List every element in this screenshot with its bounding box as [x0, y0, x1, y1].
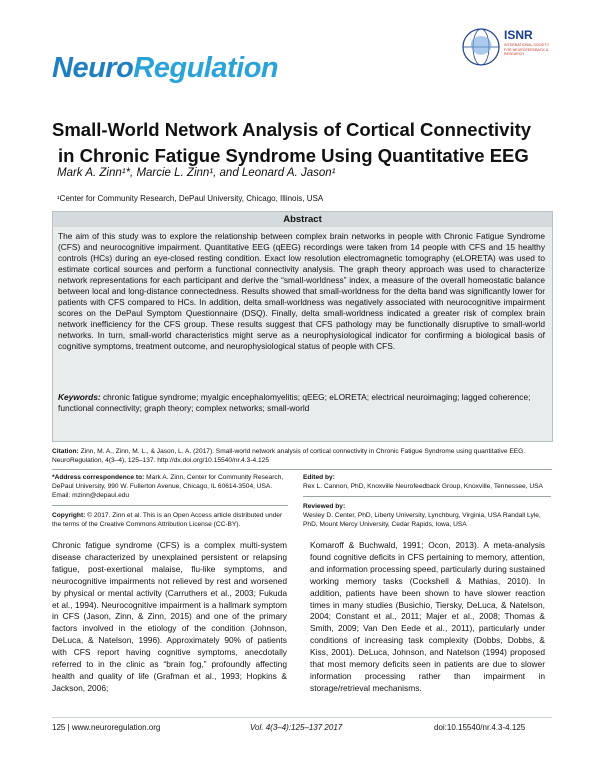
copyright-label: Copyright: — [52, 512, 86, 519]
correspondence-label: *Address correspondence to: — [52, 474, 145, 481]
journal-title-neuro: Neuro — [52, 52, 134, 84]
reviewed-label: Reviewed by: — [303, 503, 346, 510]
isnr-logo — [460, 26, 550, 74]
abstract-box — [52, 211, 553, 442]
journal-title — [52, 52, 278, 85]
abstract-text: The aim of this study was to explore the relationship between complex brain networks in people with Chronic Fatigue Syndrome (CFS) and neurocognitive impairment. Quantitative EEG (qEEG) recordings were taken from 14 people with CFS and 15 healthy controls (HCs) during an eye-closed resting condition. Exact low resolution electromagnetic tomography (eLORETA) was used to estimate cortical sources and perform a functional connectivity analysis. The graph theory approach was used to characterize network representations for each participant and derive the “small-worldness” index, a measure of the overall homeostatic balance between local and long-distance connectedness. Results showed that small-worldness for the delta band was significantly lower for patients with CFS compared to HCs. In addition, delta small-worldness was negatively associated with neurocognitive impairment scores on the DePaul Symptom Questionnaire (DSQ). Finally, delta small-worldness indicated a greater risk of complex brain network inefficiency for the CFS group. These results suggest that CFS pathology may be functionally disruptive to small-world networks. In turn, small-world characteristics might serve as a neurophysiological indicator for confirming a biological basis of cognitive symptoms, treatment outcome, and neurophysiological status of people with CFS. — [58, 231, 545, 352]
keywords-list: chronic fatigue syndrome; myalgic encephalomyelitis; qEEG; eLORETA; electrical neuroimaging; lagged coherence; functional connectivity; graph theory; complex networks; small-world — [58, 392, 531, 413]
citation-text: Zinn, M. A., Zinn, M. L., & Jason, L. A. (2017). Small-world network analysis of cortical connectivity in Chronic Fatigue Syndrome using quantitative EEG. NeuroRegulation, 4(3–4), 125–137. http://dx.doi.org/10.15540/nr.4.3-4.125 — [52, 448, 526, 464]
logo-text: ISNR — [504, 28, 533, 42]
journal-title-regulation: Regulation — [133, 52, 279, 84]
abstract-heading: Abstract — [53, 212, 552, 227]
copyright-text: © 2017. Zinn et al. This is an Open Access article distributed under the terms of the Creative Commons Attribution License (CC-BY). — [52, 512, 283, 528]
brain-globe-icon — [460, 26, 502, 68]
citation — [52, 447, 552, 470]
logo-subtext: INTERNATIONAL SOCIETY FOR NEUROFEEDBACK & RESEARCH — [504, 43, 550, 56]
divider — [52, 505, 288, 506]
keywords-label: Keywords: — [58, 392, 101, 402]
info-right — [303, 473, 551, 529]
footer-page-site: 125 | www.neuroregulation.org — [52, 723, 161, 732]
correspondence — [52, 473, 288, 500]
correspondence-text: Mark A. Zinn, Center for Community Research, DePaul University, 990 W. Fullerton Avenue, Chicago, IL 60614-3504, USA. Email: mzinn@depaul.edu — [52, 474, 284, 499]
footer-doi: doi:10.15540/nr.4.3-4.125 — [434, 723, 526, 732]
edited-text: Rex L. Cannon, PhD, Knoxville Neurofeedback Group, Knoxville, Tennessee, USA — [303, 483, 543, 490]
body-column-right: Komaroff & Buchwald, 1991; Ocon, 2013). A meta-analysis found cognitive deficits in CFS pertaining to memory, attention, and information processing speed, particularly during sustained working memory tasks (Cockshell & Mathias, 2010). In addition, patients have been shown to have slower reaction times in many studies (Busichio, Tiersky, DeLuca, & Natelson, 2004; Constant et al., 2011; Majer et al., 2008; Thomas & Smith, 2009; Van Den Eede et al., 2011), particularly under conditions of increasing task complexity (Dobbs, Dobbs, & Kiss, 2001). DeLuca, Johnson, and Natelson (1994) proposed that most memory deficits seen in patients are due to slower information processing rather than impairment in storage/retrieval mechanisms. — [310, 540, 545, 693]
title-line-2: in Chronic Fatigue Syndrome Using Quantitative EEG — [58, 145, 529, 166]
reviewed-text: Wesley D. Center, PhD, Liberty University, Lynchburg, Virginia, USA Randall Lyle, PhD, Mount Mercy University, Cedar Rapids, Iowa, USA — [303, 512, 541, 528]
citation-label: Citation: — [52, 448, 79, 455]
footer-rule — [52, 717, 552, 718]
body-column-left: Chronic fatigue syndrome (CFS) is a complex multi-system disease characterized by unexplained persistent or relapsing fatigue, post-exertional malaise, flu-like symptoms, and neurocognitive impairments not relieved by rest and worsened by physical or mental activity (Carruthers et al., 2003; Fukuda et al., 1994). Neurocognitive impairment is a hallmark symptom in CFS (Jason, Zinn, & Zinn, 2015) and one of the primary factors involved in the etiology of the condition (Johnson, DeLuca, & Natelson, 1996). Approximately 90% of patients with CFS report having cognitive symptoms, anecdotally referred to in the clinic as “brain fog,” profoundly affecting health and quality of life (Grafman et al., 1993; Hopkins & Jackson, 2006; — [52, 540, 287, 693]
divider — [303, 496, 551, 497]
copyright — [52, 511, 288, 529]
edited-by — [303, 473, 551, 491]
edited-label: Edited by: — [303, 474, 335, 481]
info-left — [52, 473, 288, 529]
title-line-1: Small-World Network Analysis of Cortical Connectivity — [52, 119, 532, 140]
authors: Mark A. Zinn¹*, Marcie L. Zinn¹, and Leonard A. Jason¹ — [57, 167, 336, 179]
affiliation: ¹Center for Community Research, DePaul University, Chicago, Illinois, USA — [57, 194, 324, 203]
keywords — [58, 392, 546, 414]
article-title — [52, 117, 552, 169]
footer-volume: Vol. 4(3–4):125–137 2017 — [250, 723, 343, 732]
reviewed-by — [303, 502, 551, 529]
